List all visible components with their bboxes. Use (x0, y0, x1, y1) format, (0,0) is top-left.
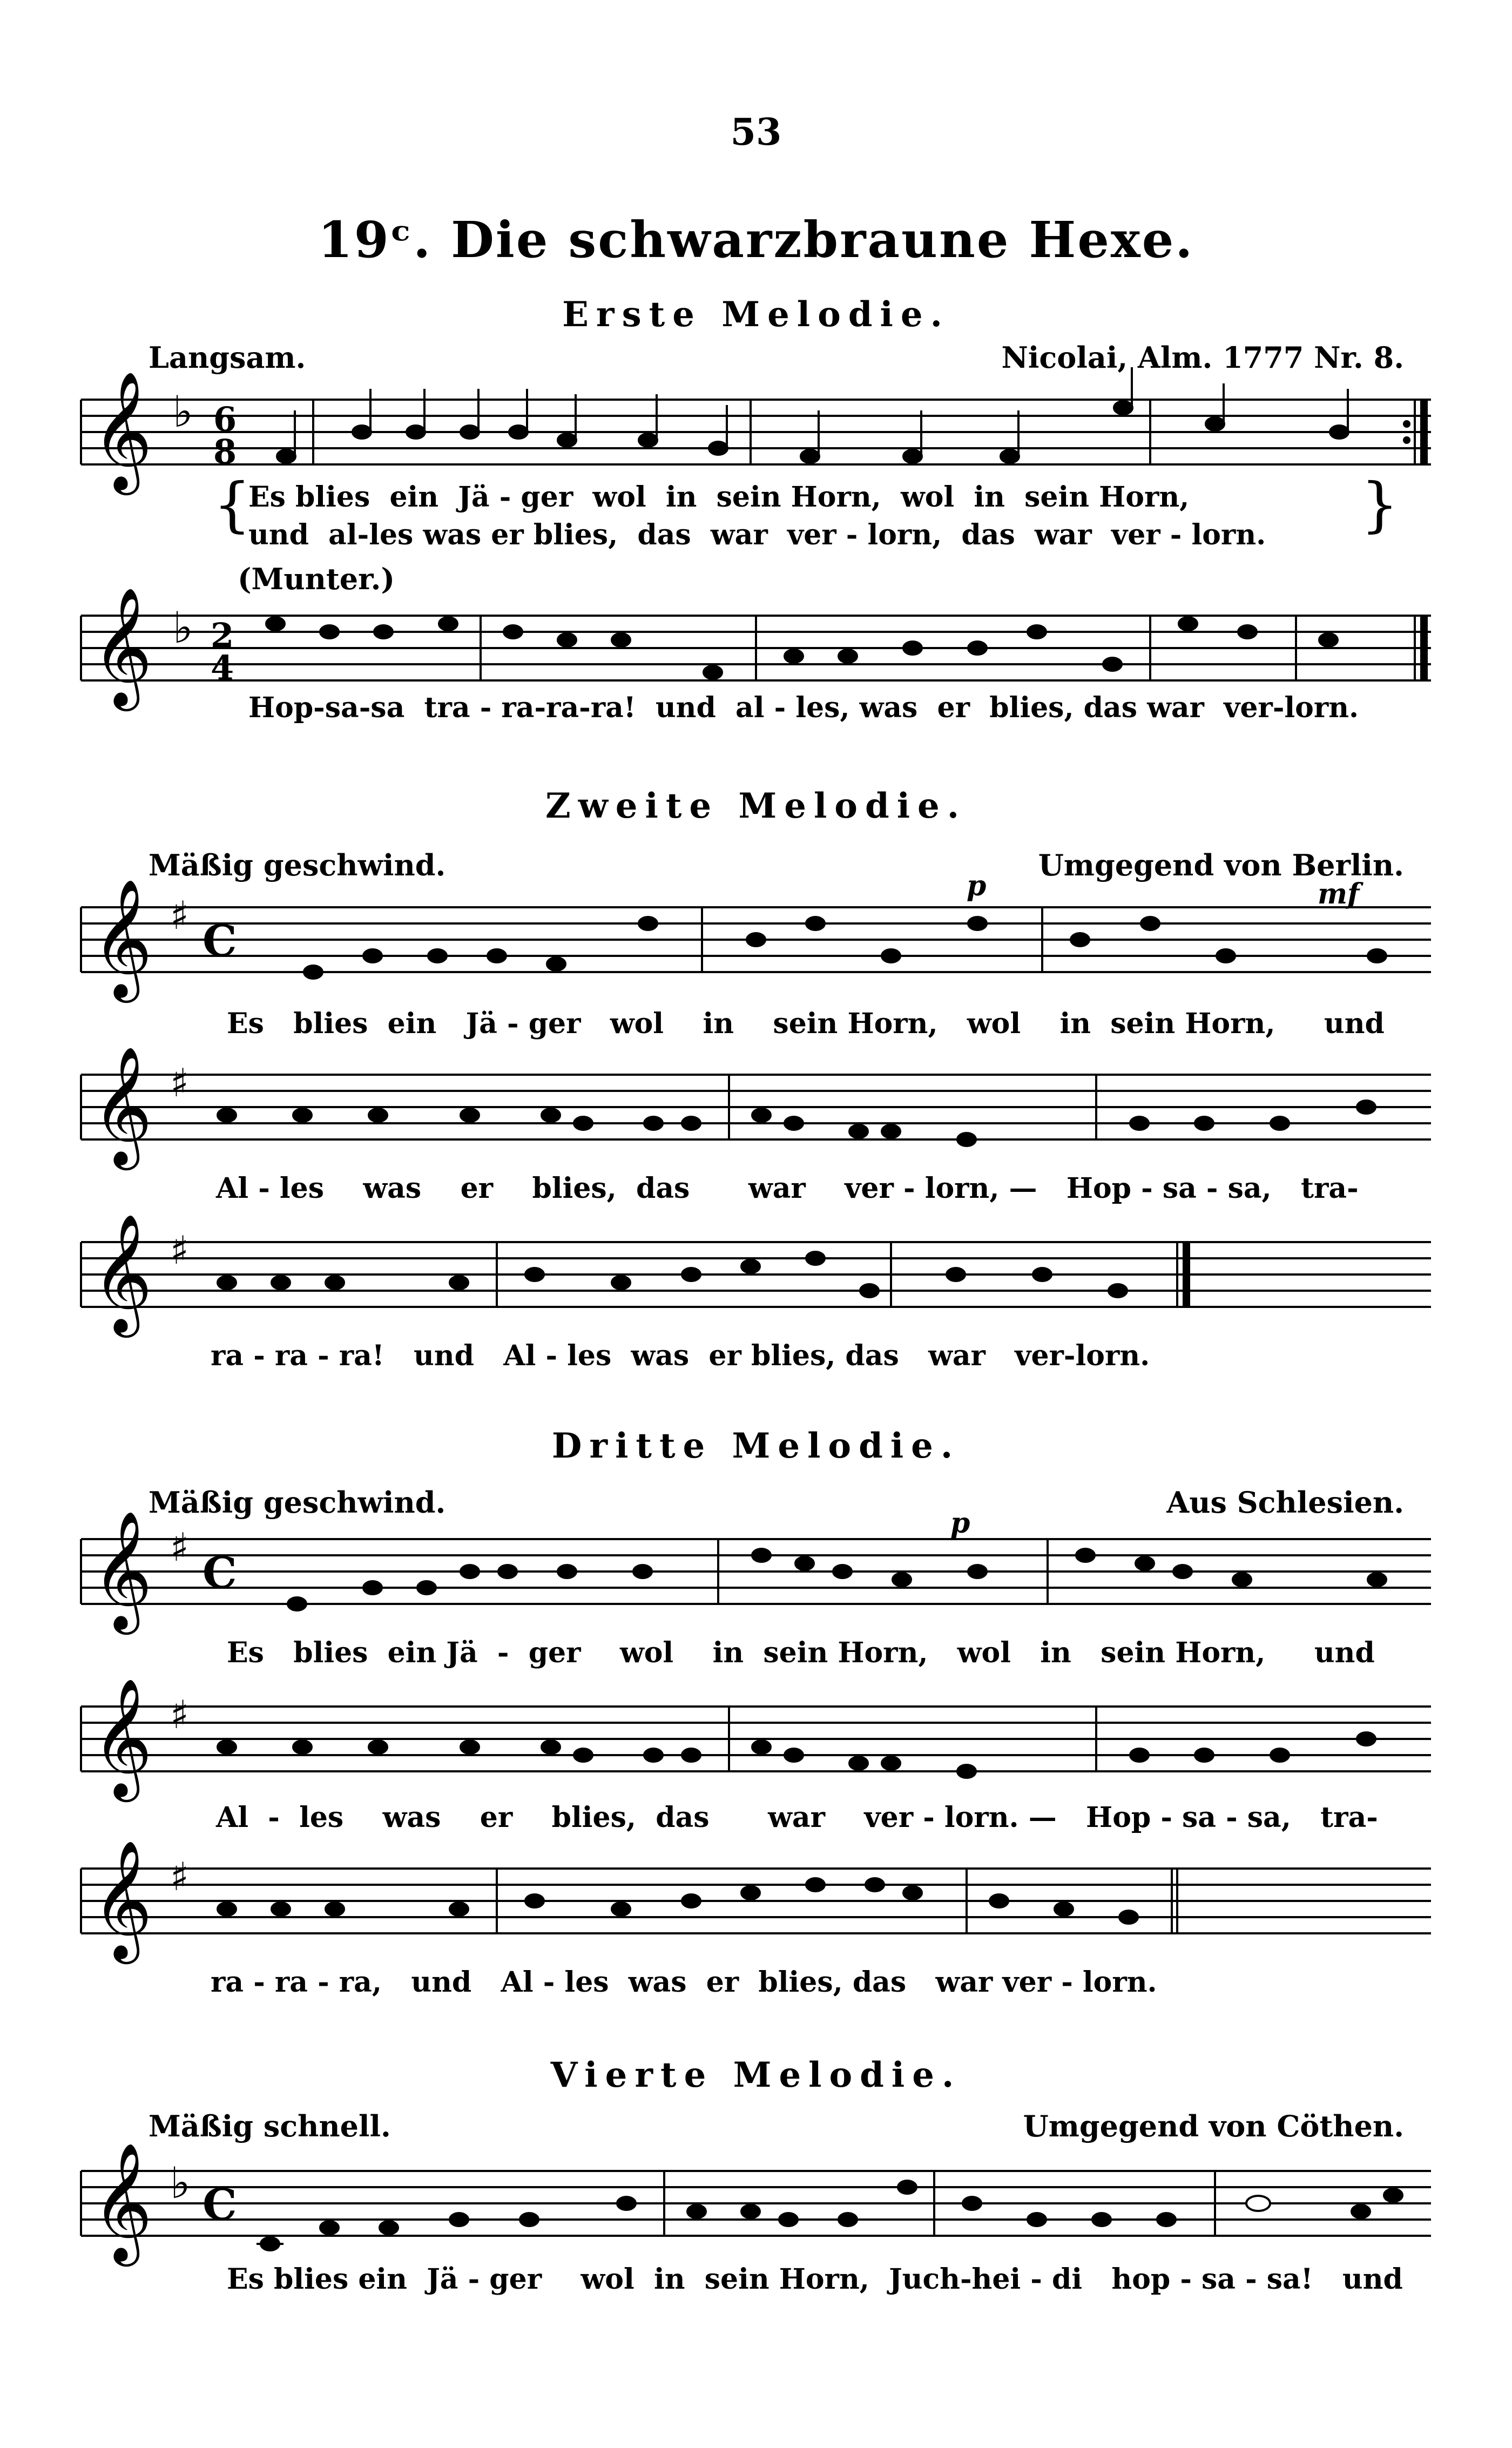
melody-3-tempo: Mäßig geschwind. (148, 1485, 446, 1520)
svg-text:𝄞: 𝄞 (92, 1839, 153, 1959)
svg-text:4: 4 (211, 648, 234, 687)
svg-text:𝄞: 𝄞 (92, 586, 153, 706)
svg-text:2: 2 (211, 616, 234, 655)
svg-text:♭: ♭ (173, 387, 193, 437)
svg-text:𝄞: 𝄞 (92, 370, 153, 490)
svg-text:♯: ♯ (170, 1692, 189, 1737)
svg-text:6: 6 (213, 400, 237, 439)
svg-text:𝄞: 𝄞 (92, 1510, 153, 1629)
melody-3-source: Aus Schlesien. (1166, 1485, 1404, 1520)
svg-text:𝄞: 𝄞 (92, 878, 153, 997)
svg-text:8: 8 (213, 432, 237, 471)
svg-text:C: C (202, 2179, 237, 2230)
melody-2-dynamic-p: p (967, 869, 987, 902)
svg-text:♯: ♯ (170, 1525, 189, 1570)
melody-2-tempo: Mäßig geschwind. (148, 848, 446, 882)
svg-text:♯: ♯ (170, 1854, 189, 1899)
svg-text:♯: ♯ (170, 1060, 189, 1105)
melody-2-lyrics-1: Es blies ein Jä - ger wol in sein Horn, wol in sein Horn, und (227, 1007, 1385, 1040)
melody-1-tempo: Langsam. (148, 340, 306, 375)
svg-text:𝄞: 𝄞 (92, 1046, 153, 1165)
staff-m2-3 (81, 1213, 1431, 1355)
svg-text:C: C (202, 1547, 237, 1598)
melody-4-tempo: Mäßig schnell. (148, 2109, 391, 2143)
staff-m2-1 (81, 878, 1431, 1021)
staff-m3-3 (81, 1839, 1431, 1982)
melody-3-lyrics-1: Es blies ein Jä - ger wol in sein Horn, wol in sein Horn, und (227, 1636, 1375, 1669)
melody-3-heading: Dritte Melodie. (551, 1426, 961, 1466)
brace-left: { (213, 470, 251, 539)
melody-2-dynamic-mf: mf (1318, 878, 1360, 911)
svg-text:𝄞: 𝄞 (92, 1213, 153, 1332)
melody-3-lyrics-2: Al - les was er blies, das war ver - lorn. — Hop - sa - sa, tra- (216, 1801, 1378, 1834)
melody-1-lyrics-1: Es blies ein Jä - ger wol in sein Horn, wol in sein Horn, (248, 481, 1190, 514)
svg-text:𝄞: 𝄞 (92, 1677, 153, 1797)
staff-m3-1 (81, 1510, 1431, 1653)
melody-3-dynamic-p: p (950, 1507, 970, 1540)
melody-1-lyrics-2: und al-les was er blies, das war ver - lorn, das war ver - lorn. (248, 518, 1266, 551)
melody-2-lyrics-2: Al - les was er blies, das war ver - lorn, — Hop - sa - sa, tra- (216, 1172, 1359, 1205)
melody-3-lyrics-3: ra - ra - ra, und Al - les was er blies, das war ver - lorn. (211, 1966, 1157, 1999)
melody-4-heading: Vierte Melodie. (550, 2055, 962, 2095)
svg-text:C: C (202, 915, 237, 966)
melody-1-lyrics-3: Hop-sa-sa tra - ra-ra-ra! und al - les, was er blies, das war ver-lorn. (248, 691, 1359, 724)
svg-text:♭: ♭ (173, 603, 193, 653)
svg-text:♭: ♭ (170, 2158, 191, 2208)
brace-right: } (1361, 470, 1399, 539)
staff-m2-2 (81, 1046, 1431, 1188)
melody-1-source: Nicolai, Alm. 1777 Nr. 8. (1001, 340, 1404, 375)
svg-text:♯: ♯ (170, 893, 189, 938)
melody-4-lyrics-1: Es blies ein Jä - ger wol in sein Horn, Juch-hei - di hop - sa - sa! und (227, 2263, 1403, 2296)
svg-text:𝄞: 𝄞 (92, 2142, 153, 2261)
melody-1-section2-tempo: (Munter.) (238, 562, 395, 596)
melody-2-source: Umgegend von Berlin. (1038, 848, 1404, 882)
staff-m3-2 (81, 1677, 1431, 1820)
melody-2-lyrics-3: ra - ra - ra! und Al - les was er blies, das war ver-lorn. (211, 1339, 1150, 1372)
page-number: 53 (730, 111, 782, 154)
melody-4-source: Umgegend von Cöthen. (1023, 2109, 1404, 2143)
melody-1-heading: Erste Melodie. (562, 294, 950, 335)
song-title: 19ᶜ. Die schwarzbraune Hexe. (318, 211, 1194, 269)
svg-text:♯: ♯ (170, 1228, 189, 1273)
melody-2-heading: Zweite Melodie. (545, 786, 967, 826)
